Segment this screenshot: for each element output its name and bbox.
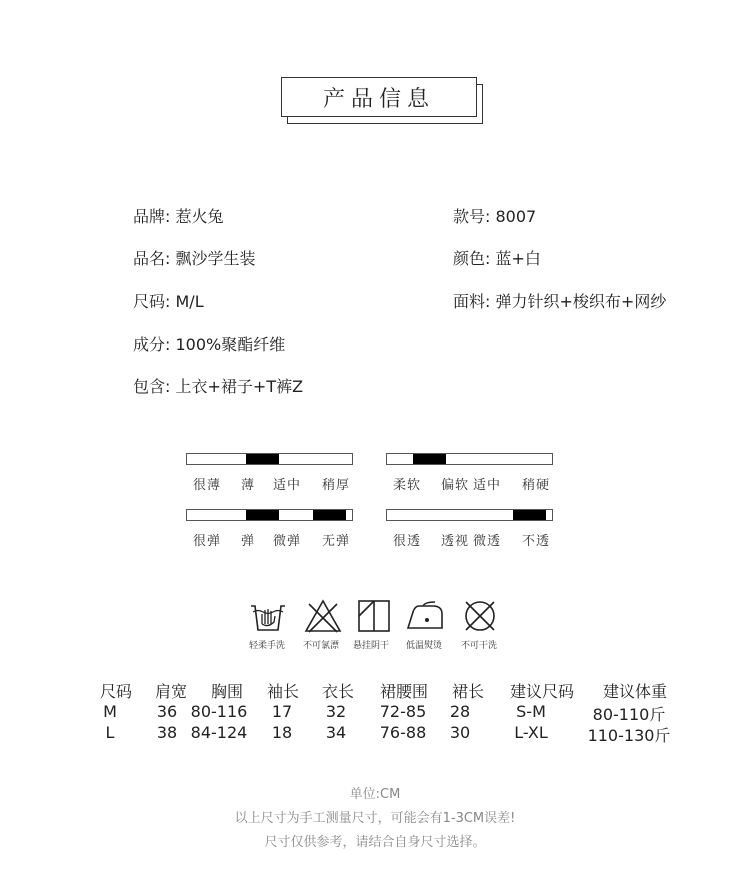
table-cell: 28	[449, 702, 471, 721]
care-label-low-iron: 低温熨烫	[406, 641, 443, 651]
info-name	[133, 246, 256, 269]
elasticity-label: 很弹	[193, 534, 222, 549]
info-brand-label: 品牌:	[133, 207, 171, 226]
table-header-cell: 裙腰围	[379, 682, 429, 701]
measurement-note: 以上尺寸为手工测量尺寸，可能会有1-3CM误差!	[234, 811, 516, 826]
info-brand-value: 惹火兔	[175, 207, 224, 226]
info-color-label: 颜色:	[453, 249, 491, 268]
table-header-cell: 胸围	[210, 682, 244, 701]
info-size	[133, 289, 204, 312]
info-fabric-label: 面料:	[453, 292, 491, 311]
info-style-no-value: 8007	[495, 207, 537, 226]
info-size-value: M/L	[175, 292, 204, 311]
elasticity-level-marker	[313, 510, 346, 520]
info-color-value: 蓝+白	[495, 249, 541, 268]
elasticity-label: 无弹	[322, 534, 351, 549]
thickness-label: 适中	[273, 478, 302, 493]
hang-dry-icon	[354, 596, 394, 636]
table-cell: 36	[156, 702, 178, 721]
table-cell: 30	[449, 723, 471, 742]
care-label-hang-dry: 悬挂阴干	[353, 641, 390, 651]
no-bleach-icon	[303, 596, 343, 636]
info-includes	[133, 374, 303, 397]
table-cell: L	[105, 723, 115, 742]
transparency-label: 不透	[522, 534, 551, 549]
elasticity-label: 弹	[241, 534, 256, 549]
table-cell: 18	[271, 723, 293, 742]
table-cell: 38	[156, 723, 178, 742]
softness-label: 稍硬	[522, 478, 551, 493]
care-label-no-bleach: 不可氯漂	[303, 641, 340, 651]
table-header-cell: 建议体重	[602, 682, 668, 701]
softness-label: 适中	[473, 478, 502, 493]
info-composition-label: 成分:	[133, 335, 171, 354]
reference-note: 尺寸仅供参考，请结合自身尺寸选择。	[264, 835, 486, 850]
info-color	[453, 246, 541, 269]
info-name-label: 品名:	[133, 249, 171, 268]
table-header-cell: 尺码	[99, 682, 133, 701]
table-cell: 32	[325, 702, 347, 721]
table-cell: S-M	[516, 702, 546, 721]
softness-label: 偏软	[441, 478, 470, 493]
care-label-hand-wash: 轻柔手洗	[249, 641, 286, 651]
table-cell: 72-85	[379, 702, 427, 721]
info-size-label: 尺码:	[133, 292, 171, 311]
low-iron-icon	[405, 596, 445, 636]
table-cell: 84-124	[190, 723, 248, 742]
info-style-no-label: 款号:	[453, 207, 491, 226]
elasticity-bar	[186, 509, 353, 521]
table-cell: 80-110斤	[592, 705, 666, 724]
transparency-label: 透视	[441, 534, 470, 549]
info-style-no	[453, 204, 536, 227]
table-cell: L-XL	[514, 723, 548, 742]
unit-note: 单位:CM	[349, 787, 401, 802]
table-header-cell: 衣长	[321, 682, 355, 701]
thickness-level-marker	[246, 454, 279, 464]
table-cell: M	[103, 702, 117, 721]
table-header-cell: 袖长	[266, 682, 300, 701]
table-cell: 17	[271, 702, 293, 721]
table-header-cell: 肩宽	[154, 682, 188, 701]
elasticity-label: 微弹	[273, 534, 302, 549]
thickness-label: 薄	[241, 478, 256, 493]
softness-label: 柔软	[393, 478, 422, 493]
info-composition-value: 100%聚酯纤维	[175, 335, 286, 354]
thickness-label: 很薄	[193, 478, 222, 493]
elasticity-level-marker	[246, 510, 279, 520]
table-cell: 80-116	[190, 702, 248, 721]
info-composition	[133, 332, 285, 355]
transparency-label: 微透	[473, 534, 502, 549]
info-fabric	[453, 289, 666, 312]
table-cell: 34	[325, 723, 347, 742]
table-header-cell: 建议尺码	[509, 682, 575, 701]
info-brand	[133, 204, 224, 227]
table-cell: 76-88	[379, 723, 427, 742]
transparency-level-marker	[513, 510, 546, 520]
transparency-label: 很透	[393, 534, 422, 549]
care-label-no-dry-clean: 不可干洗	[461, 641, 498, 651]
table-cell: 110-130斤	[587, 726, 671, 745]
softness-bar	[386, 453, 553, 465]
no-dry-clean-icon	[460, 596, 500, 636]
info-name-value: 飘沙学生装	[175, 249, 256, 268]
info-fabric-value: 弹力针织+梭织布+网纱	[495, 292, 667, 311]
thickness-label: 稍厚	[322, 478, 351, 493]
thickness-bar	[186, 453, 353, 465]
table-header-cell: 裙长	[451, 682, 485, 701]
info-includes-value: 上衣+裙子+T裤Z	[175, 377, 304, 396]
hand-wash-icon	[248, 596, 288, 636]
softness-level-marker	[413, 454, 446, 464]
page-title: 产品信息	[281, 77, 477, 117]
transparency-bar	[386, 509, 553, 521]
info-includes-label: 包含:	[133, 377, 171, 396]
